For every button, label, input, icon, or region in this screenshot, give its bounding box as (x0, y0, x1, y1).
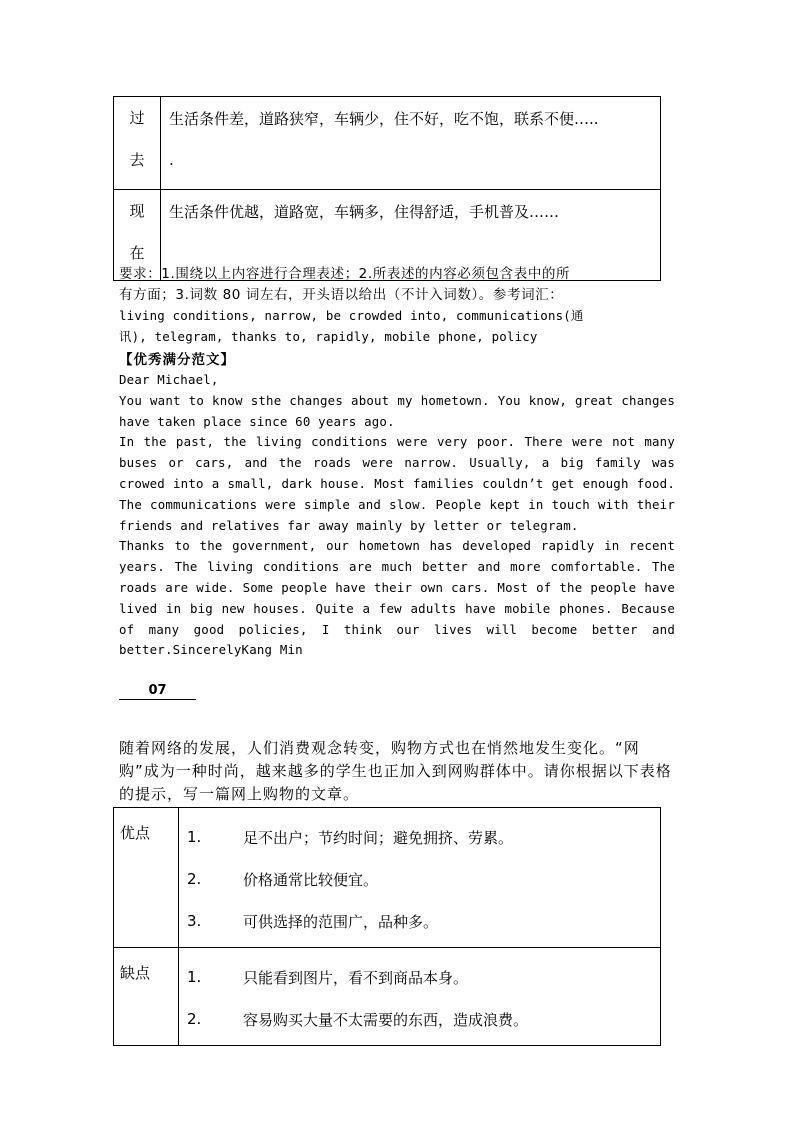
salutation: Dear Michael, (119, 372, 219, 387)
row-label: 现 在 (114, 190, 161, 281)
paragraph: In the past, the living conditions were very poor. There were not many buses or cars, and the roads were narrow. Usually, a big family was crowed into a small, dark house. Most families couldn’t get enough food. The communications were simple and slow. People kept in touch with their friends and relatives far away mainly by letter or telegram. (119, 434, 675, 533)
cons-label: 缺点 (114, 948, 179, 1046)
list-item: 1. 只能看到图片，看不到商品本身。 (187, 968, 469, 987)
pros-label: 优点 (114, 808, 179, 948)
model-essay (119, 370, 679, 661)
table-row (114, 948, 661, 1046)
paragraph: Thanks to the government, our hometown has developed rapidly in recent years. The living conditions are much better and more comfortable. The roads are wide. Some people have their own cars. Most of the people have lived in big new houses. Quite a few adults have mobile phones. Because of many good policies, I think our lives will become better and better.SincerelyKang Min (119, 538, 675, 658)
requirements: 要求：1.围绕以上内容进行合理表述；2.所表述的内容必须包含表中的所 有方面；3.词数 80 词左右，开头语以给出（不计入词数）。参考词汇： living conditions, narrow, be crowded into, communications(通 讯), telegram, thanks to, rapidly, mobile phone, policy (119, 266, 584, 344)
pros-list (179, 808, 661, 948)
row-content: 生活条件差，道路狭窄，车辆少，住不好，吃不饱，联系不便….. . (161, 97, 661, 190)
section-number: 07 (119, 683, 196, 700)
list-item: 2. 价格通常比较便宜。 (187, 870, 379, 889)
table-row (114, 97, 661, 190)
pros-cons-table (113, 807, 661, 1046)
cons-list (179, 948, 661, 1046)
list-item: 3. 可供选择的范围广，品种多。 (187, 912, 439, 931)
row-content: 生活条件优越，道路宽，车辆多，住得舒适，手机普及…… (161, 190, 661, 281)
table-row (114, 808, 661, 948)
row-label: 过 去 (114, 97, 161, 190)
list-item: 1. 足不出户；节约时间；避免拥挤、劳累。 (187, 828, 514, 847)
essay-heading: 【优秀满分范文】 (119, 352, 235, 368)
list-item: 2. 容易购买大量不太需要的东西，造成浪费。 (187, 1010, 529, 1029)
task-intro: 随着网络的发展，人们消费观念转变，购物方式也在悄然地发生变化。“网购”成为一种时尚，越来越多的学生也正加入到网购群体中。请你根据以下表格的提示，写一篇网上购物的文章。 (119, 739, 672, 803)
paragraph: You want to know sthe changes about my hometown. You know, great changes have taken place since 60 years ago. (119, 392, 675, 429)
then-now-table (113, 96, 661, 281)
